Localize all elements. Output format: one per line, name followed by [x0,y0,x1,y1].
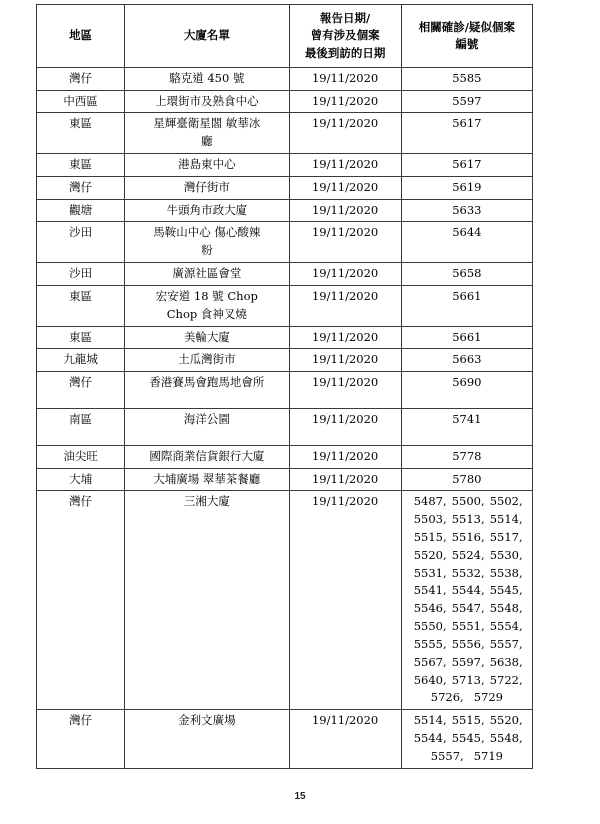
table-row [37,222,533,263]
cell-district: 沙田 [37,263,125,286]
cell-district: 南區 [37,408,125,445]
building-name-line: 星輝臺衛星閣 敏華冰 [153,116,261,131]
cell-building-name [125,176,289,199]
case-number: 5638, [489,654,523,669]
case-number: 5640, [413,672,447,687]
cell-case-numbers [401,113,532,154]
case-number-row [408,712,526,730]
cell-building-name [125,222,289,263]
cell-report-date: 19/11/2020 [289,263,401,286]
case-number: 5544, [413,730,447,745]
case-number: 5729 [473,690,503,705]
building-name-line: 廣源社區會堂 [172,266,242,281]
case-number: 5541, [413,583,447,598]
building-name-line: 海洋公園 [183,411,230,426]
cell-report-date: 19/11/2020 [289,445,401,468]
cell-building-name [125,113,289,154]
case-number: 5722, [489,672,523,687]
case-number: 5555, [413,636,447,651]
building-name-line: 美輪大廈 [183,329,230,344]
case-number: 5644 [452,225,482,240]
cell-case-numbers [401,67,532,90]
cell-case-numbers [401,285,532,326]
cell-building-name [125,710,289,768]
building-name-line: 上環街市及熟食中心 [155,93,259,108]
case-number-list [404,712,530,765]
cell-case-numbers [401,176,532,199]
cell-district: 東區 [37,154,125,177]
cell-building-name [125,199,289,222]
page-number: 15 [294,791,306,802]
case-number: 5661 [452,329,482,344]
building-name-line: 三湘大廈 [183,494,230,509]
cell-report-date: 19/11/2020 [289,154,401,177]
cell-district: 東區 [37,285,125,326]
case-number: 5719 [473,748,503,763]
case-number: 5658 [452,266,482,281]
column-header-case-numbers-line-2: 編號 [455,36,479,51]
cell-report-date: 19/11/2020 [289,285,401,326]
cell-building-name [125,372,289,409]
cell-building-name [125,491,289,710]
cell-building-name [125,349,289,372]
case-number-row [408,748,526,766]
case-number: 5517, [489,530,523,544]
case-number-row [408,730,526,748]
building-name-line: Chop 食神叉燒 [166,306,247,321]
case-number-row [408,672,526,690]
cell-building-name [125,326,289,349]
case-number: 5726, [430,690,464,705]
cell-district: 灣仔 [37,67,125,90]
case-number: 5544, [451,583,485,598]
cell-district: 中西區 [37,90,125,113]
case-number: 5548, [489,730,523,745]
building-name-line: 香港賽馬會跑馬地會所 [149,375,265,390]
cell-case-numbers [401,445,532,468]
building-list-table [36,4,533,769]
case-number: 5487, [413,494,447,509]
column-header-district-label: 地區 [69,28,93,43]
cell-district: 灣仔 [37,491,125,710]
case-number-row [408,636,526,654]
column-header-date-line-3: 最後到訪的日期 [304,45,386,60]
case-number: 5532, [451,565,485,580]
case-number: 5516, [451,530,485,544]
cell-district: 觀塘 [37,199,125,222]
table-row [37,113,533,154]
table-row [37,154,533,177]
case-number: 5546, [413,601,447,616]
case-number: 5530, [489,547,523,562]
case-number: 5619 [452,179,482,194]
case-number: 5617 [452,116,482,131]
case-number-row [408,689,526,707]
cell-building-name [125,154,289,177]
case-number-row [408,600,526,618]
column-header-case-numbers [401,5,532,68]
case-number: 5617 [452,157,482,171]
table-row [37,349,533,372]
case-number: 5551, [451,619,485,634]
case-number: 5567, [413,654,447,669]
table-row [37,176,533,199]
table-row [37,67,533,90]
case-number: 5514, [413,713,447,728]
cell-case-numbers [401,90,532,113]
cell-district: 九龍城 [37,349,125,372]
case-number-row [408,618,526,636]
cell-case-numbers [401,491,532,710]
case-number-list [404,493,530,707]
case-number: 5554, [489,619,523,634]
cell-building-name [125,263,289,286]
case-number: 5663 [452,352,482,367]
case-number: 5597, [451,654,485,669]
cell-district: 灣仔 [37,372,125,409]
cell-report-date: 19/11/2020 [289,326,401,349]
cell-case-numbers [401,372,532,409]
cell-report-date: 19/11/2020 [289,90,401,113]
case-number: 5741 [452,411,482,426]
case-number: 5520, [489,713,523,728]
case-number: 5548, [489,601,523,616]
case-number: 5661 [452,288,482,303]
column-header-district [37,5,125,68]
cell-building-name [125,445,289,468]
case-number: 5713, [451,672,485,687]
cell-report-date: 19/11/2020 [289,222,401,263]
case-number: 5513, [451,512,485,527]
table-row [37,285,533,326]
case-number: 5524, [451,547,485,562]
cell-district: 灣仔 [37,710,125,768]
building-name-line: 廳 [201,134,213,149]
building-name-line: 大埔廣場 翠華茶餐廳 [153,471,261,486]
case-number: 5515, [413,530,447,544]
cell-case-numbers [401,710,532,768]
case-number: 5556, [451,636,485,651]
case-number-row [408,511,526,529]
building-name-line: 灣仔街市 [183,179,230,194]
case-number: 5503, [413,512,447,527]
column-header-date-line-1: 報告日期/ [320,11,371,25]
cell-district: 沙田 [37,222,125,263]
building-list-table-container [36,4,533,769]
cell-district: 東區 [37,326,125,349]
column-header-date [289,5,401,68]
case-number: 5514, [489,512,523,527]
case-number-row [408,529,526,547]
table-row [37,445,533,468]
column-header-case-numbers-line-1: 相關確診/疑似個案 [418,19,515,34]
building-name-line: 國際商業信貨銀行大廈 [149,448,265,463]
case-number: 5550, [413,619,447,634]
cell-report-date: 19/11/2020 [289,349,401,372]
case-number-row [408,654,526,672]
cell-report-date: 19/11/2020 [289,408,401,445]
table-row [37,199,533,222]
cell-building-name [125,67,289,90]
table-header-row [37,5,533,68]
cell-district: 大埔 [37,468,125,491]
case-number: 5557, [489,636,523,651]
cell-case-numbers [401,199,532,222]
cell-case-numbers [401,408,532,445]
case-number: 5538, [489,565,523,580]
cell-building-name [125,468,289,491]
table-row [37,710,533,768]
case-number: 5531, [413,565,447,580]
column-header-date-line-2: 曾有涉及個案 [310,28,380,43]
cell-report-date: 19/11/2020 [289,113,401,154]
table-row [37,326,533,349]
table-row [37,372,533,409]
cell-report-date: 19/11/2020 [289,67,401,90]
table-row [37,263,533,286]
cell-report-date: 19/11/2020 [289,372,401,409]
building-name-line: 粉 [201,243,213,258]
case-number: 5780 [452,471,482,486]
case-number-row [408,565,526,583]
table-row [37,408,533,445]
case-number: 5502, [489,494,523,509]
column-header-building-label: 大廈名單 [183,28,230,43]
cell-case-numbers [401,468,532,491]
building-name-line: 宏安道 18 號 Chop [155,288,258,303]
cell-case-numbers [401,222,532,263]
cell-building-name [125,90,289,113]
cell-report-date: 19/11/2020 [289,199,401,222]
case-number: 5500, [451,494,485,509]
case-number-row [408,582,526,600]
cell-report-date: 19/11/2020 [289,710,401,768]
case-number-row [408,493,526,511]
building-name-line: 馬鞍山中心 傷心酸辣 [153,225,261,240]
case-number: 5585 [452,70,482,85]
cell-case-numbers [401,263,532,286]
cell-district: 油尖旺 [37,445,125,468]
cell-district: 東區 [37,113,125,154]
building-name-line: 牛頭角市政大廈 [166,202,248,217]
table-header [37,5,533,68]
cell-building-name [125,408,289,445]
cell-report-date: 19/11/2020 [289,468,401,491]
table-row [37,491,533,710]
cell-case-numbers [401,349,532,372]
case-number: 5633 [452,202,482,217]
building-name-line: 港島東中心 [178,157,236,171]
cell-district: 灣仔 [37,176,125,199]
cell-case-numbers [401,326,532,349]
building-name-line: 土瓜灣街市 [178,352,236,367]
column-header-building [125,5,289,68]
table-row [37,90,533,113]
building-name-line: 駱克道 450 號 [169,70,245,85]
case-number: 5545, [489,583,523,598]
case-number: 5545, [451,730,485,745]
case-number: 5515, [451,713,485,728]
case-number-row [408,547,526,565]
cell-case-numbers [401,154,532,177]
table-row [37,468,533,491]
cell-report-date: 19/11/2020 [289,491,401,710]
case-number: 5547, [451,601,485,616]
case-number: 5557, [430,748,464,763]
cell-report-date: 19/11/2020 [289,176,401,199]
case-number: 5778 [452,448,482,463]
cell-building-name [125,285,289,326]
case-number: 5597 [452,93,482,108]
building-name-line: 金利文廣場 [178,713,236,728]
table-body [37,67,533,768]
case-number: 5690 [452,375,482,390]
case-number: 5520, [413,547,447,562]
